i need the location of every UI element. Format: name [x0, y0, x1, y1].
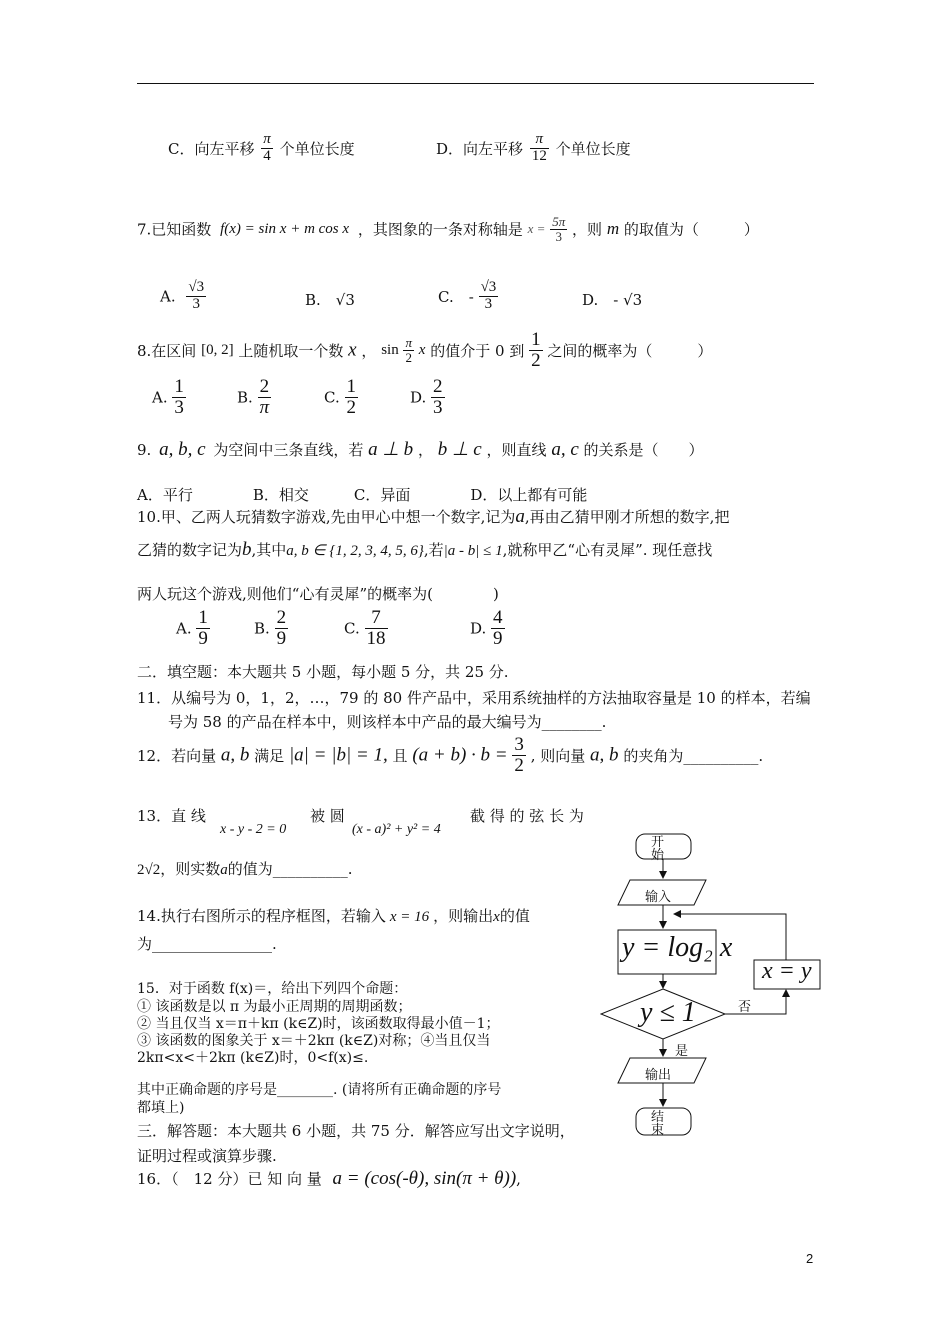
q13-mid: 被 圆 [310, 807, 345, 825]
q8-option-c: C. $\frac{1}{2}$ [324, 376, 356, 418]
q10-line-1: 10.甲、乙两人玩猜数字游戏,先由甲心中想一个数字,记为a,再由乙猜甲刚才所想的数字,把 [137, 506, 730, 527]
q15-line-5: 2kπ<x<＋2kπ (k∈Z)时，0<f(x)≤. [137, 1050, 369, 1066]
program-flowchart [600, 828, 830, 1148]
q10-option-c: C. $\frac{7}{18}$ [344, 607, 386, 649]
q9-options: A．平行 B．相交 C．异面 D．以上都有可能 [137, 486, 588, 504]
q13-line-2: 2√2，则实数a的值为__________. [137, 860, 353, 878]
question-8: 8.在区间 [0, 2] 上随机取一个数 x ， sin $\frac{\pi}{2}$ x 的值介于 0 到 $\frac{1}{2}$ 之间的概率为（ ） [137, 329, 713, 371]
q15-line-3: ② 当且仅当 x＝π＋kπ (k∈Z)时，该函数取得最小值－1； [137, 1016, 500, 1032]
top-rule [137, 83, 814, 84]
q8-option-d: D. $\frac{2}{3}$ [410, 376, 443, 418]
q7-option-a: A. $\frac{√3}{3}$ [160, 279, 205, 312]
q10-option-a: A. $\frac{1}{9}$ [176, 607, 208, 649]
q13-tail: 截 得 的 弦 长 为 [470, 807, 584, 825]
flowchart-input-label: 输入 [645, 890, 672, 905]
q10-option-b: B. $\frac{2}{9}$ [254, 607, 287, 649]
flowchart-start-label: 开始 [651, 835, 665, 863]
q15-line-6: 其中正确命题的序号是________. (请将所有正确命题的序号 [137, 1082, 502, 1098]
q10-option-d: D. $\frac{4}{9}$ [470, 607, 503, 649]
flowchart-output-label: 输出 [645, 1068, 672, 1083]
q14-line-2: 为________________. [137, 935, 277, 953]
q7-option-c: C. - $\frac{√3}{3}$ [438, 279, 497, 312]
q7-option-d: D. - √3 [582, 291, 643, 309]
q13-line-equation: x - y - 2 = 0 [220, 822, 287, 837]
q7-option-b: B. √3 [305, 291, 355, 309]
flowchart-condition-label: y ≤ 1 [640, 997, 696, 1028]
q8-option-a: A. $\frac{1}{3}$ [152, 376, 184, 418]
flowchart-assign-label: y = log₂ x [622, 932, 733, 963]
q15-line-7: 都填上) [137, 1100, 185, 1116]
section-3-line-1: 三．解答题：本大题共 6 小题，共 75 分．解答应写出文字说明， [137, 1122, 575, 1140]
q13-lead: 13．直 线 [137, 807, 206, 825]
q15-line-1: 15．对于函数 f(x)＝，给出下列四个命题： [137, 981, 408, 997]
flowchart-end-label: 结束 [651, 1110, 665, 1138]
flowchart-update-label: x = y [762, 958, 812, 984]
q11-line-2: 号为 58 的产品在样本中，则该样本中产品的最大编号为________. [168, 713, 607, 731]
q6-option-c: C．向左平移 $\frac{\pi}{4}$ 个单位长度 [168, 131, 355, 164]
q15-line-2: ① 该函数是以 π 为最小正周期的周期函数； [137, 999, 412, 1015]
q13-circle-equation: (x - a)² + y² = 4 [352, 822, 441, 837]
q10-line-2: 乙猜的数字记为b,其中a, b ∈ {1, 2, 3, 4, 5, 6},若|a - b| ≤ 1,就称甲乙“心有灵犀”. 现任意找 [137, 539, 713, 560]
q10-line-3: 两人玩这个游戏,则他们“心有灵犀”的概率为( ) [137, 585, 499, 603]
question-7: 7.已知函数 f(x) = sin x + m cos x ，其图象的一条对称轴是 x = $\frac{5\pi}{3}$ ，则 m 的取值为（ ） [137, 214, 759, 244]
q15-line-4: ③ 该函数的图象关于 x＝＋2kπ (k∈Z)对称；④当且仅当 [137, 1033, 491, 1049]
flowchart-no-label: 否 [738, 1000, 752, 1015]
q14-line-1: 14.执行右图所示的程序框图，若输入 x = 16 ，则输出x的值 [137, 907, 530, 925]
question-9: 9. a, b, c 为空间中三条直线，若 a ⊥ b ， b ⊥ c ，则直线 a, c 的关系是（ ） [137, 439, 704, 460]
q6-option-d: D．向左平移 $\frac{\pi}{12}$ 个单位长度 [436, 131, 631, 164]
section-2-heading: 二．填空题：本大题共 5 小题，每小题 5 分，共 25 分. [137, 663, 509, 681]
question-12: 12．若向量 a, b 满足 |a| = |b| = 1, 且 (a + b) · b = $\frac{3}{2}$ , 则向量 a, b 的夹角为__________. [137, 734, 764, 776]
q8-option-b: B. $\frac{2}{\pi}$ [237, 376, 270, 418]
section-3-line-2: 证明过程或演算步骤. [137, 1147, 277, 1165]
flowchart-yes-label: 是 [675, 1044, 689, 1059]
q11-line-1: 11．从编号为 0，1，2，…，79 的 80 件产品中，采用系统抽样的方法抽取容量是 10 的样本，若编 [137, 689, 811, 707]
question-16: 16．（ 12 分）已 知 向 量 a = (cos(-θ), sin(π + θ)), [137, 1168, 521, 1189]
page-number: 2 [806, 1251, 814, 1266]
